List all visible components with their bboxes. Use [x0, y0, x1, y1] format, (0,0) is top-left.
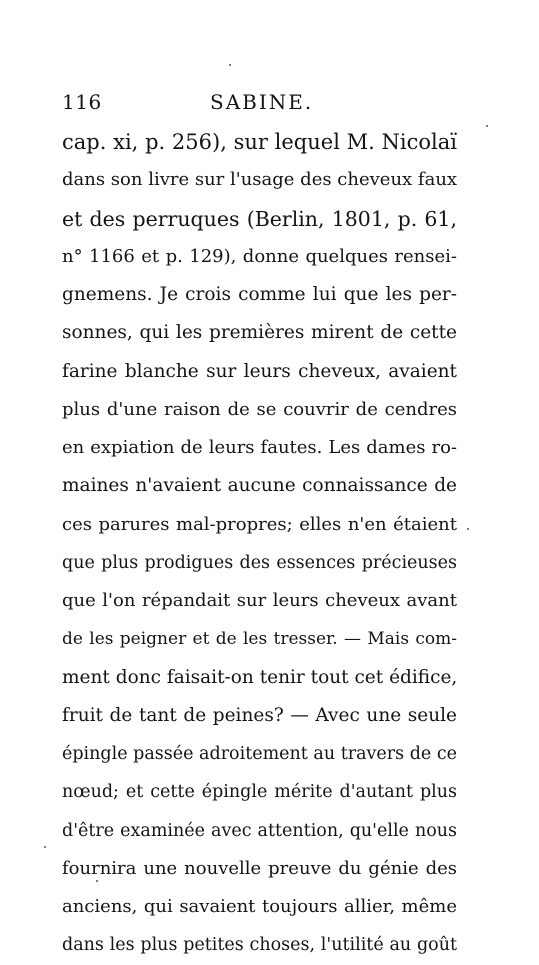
ink-speck: [96, 880, 98, 882]
running-head: SABINE.: [210, 90, 314, 114]
text-line: farine blanche sur leurs cheveux, avaient: [62, 360, 457, 382]
text-line: n° 1166 et p. 129), donne quelques rensei-: [62, 245, 457, 267]
text-line: en expiation de leurs fautes. Les dames ro-: [62, 437, 457, 458]
text-line: plus d'une raison de se couvrir de cendres: [62, 398, 457, 420]
text-line: nœud; et cette épingle mérite d'autant plus: [62, 782, 457, 803]
body-text: [62, 123, 457, 965]
text-line: dans les plus petites choses, l'utilité au goût: [62, 935, 457, 956]
text-line: de les peigner et de les tresser. — Mais com-: [62, 629, 457, 650]
text-line: que l'on répandait sur leurs cheveux avant: [62, 590, 457, 611]
page-header: [62, 90, 462, 120]
text-line: que plus prodigues des essences précieuses: [62, 552, 457, 573]
text-line: sonnes, qui les premières mirent de cette: [62, 322, 457, 344]
ink-speck: [44, 846, 46, 848]
text-line: gnemens. Je crois comme lui que les per-: [62, 284, 457, 305]
text-line: anciens, qui savaient toujours allier, même: [62, 896, 457, 917]
text-line: cap. xi, p. 256), sur lequel M. Nicolaï: [62, 130, 457, 154]
text-line: épingle passée adroitement au travers de ce: [62, 744, 457, 764]
text-line: maines n'avaient aucune connaissance de: [62, 475, 457, 497]
ink-speck: [229, 64, 231, 66]
page-number: 116: [62, 90, 102, 114]
ink-speck: [467, 528, 469, 530]
text-line: ment donc faisait-on tenir tout cet édifice,: [62, 666, 458, 688]
text-line: fournira une nouvelle preuve du génie des: [62, 857, 457, 879]
text-line: ces parures mal-propres; elles n'en étaient: [62, 513, 457, 535]
text-line: dans son livre sur l'usage des cheveux faux: [62, 169, 458, 191]
text-line: fruit de tant de peines? — Avec une seule: [62, 704, 457, 726]
text-line: d'être examinée avec attention, qu'elle nous: [62, 820, 457, 841]
ink-speck: [486, 125, 488, 127]
text-line: et des perruques (Berlin, 1801, p. 61,: [62, 206, 457, 231]
